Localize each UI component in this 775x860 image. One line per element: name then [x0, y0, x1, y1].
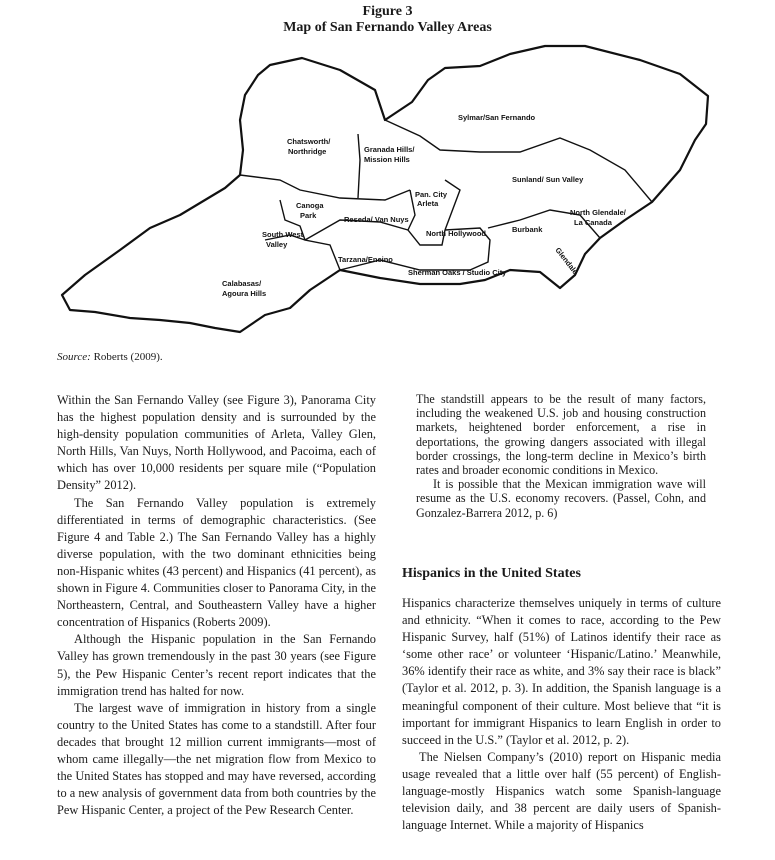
san-fernando-valley-map: [40, 40, 740, 360]
source-label: Source:: [57, 351, 91, 363]
label-granada-2: Mission Hills: [364, 155, 410, 164]
label-shermanoaks: Sherman Oaks / Studio City: [408, 268, 507, 277]
left-column: [57, 392, 376, 819]
paragraph: The San Fernando Valley population is extremely differentiated in terms of demographic characteristics. (See Figure 4 and Table 2.) The San Fernando Valley has a highly diverse population, with the two dominant ethnicities being non-Hispanic whites (43 percent) and Hispanics (41 percent), as shown in Figure 4. Communities closer to Panorama City, in the Northeastern, Central, and Southeastern Valley have a higher concentration of Hispanics (Roberts 2009).: [57, 495, 376, 630]
label-granada-1: Granada Hills/: [364, 145, 415, 154]
paragraph: Although the Hispanic population in the San Fernando Valley has grown tremendously in the past 30 years (see Figure 5), the Pew Hispanic Center’s recent report indicates that the immigration trend has halted for now.: [57, 632, 376, 698]
label-northhollywood: North Hollywood: [426, 229, 486, 238]
figure-source: [57, 351, 163, 363]
right-column: [402, 595, 721, 834]
label-glendale: Glendale: [553, 245, 581, 277]
label-calabasas-1: Calabasas/: [222, 279, 262, 288]
paragraph: Within the San Fernando Valley (see Figure 3), Panorama City has the highest population density and is surrounded by the high-density population communities of Arleta, Valley Glen, North Hills, Van Nuys, North Hollywood, and Pacoima, each of which has over 10,000 residents per square mile (“Population Density” 2012).: [57, 393, 376, 493]
label-sylmar: Sylmar/San Fernando: [458, 113, 536, 122]
block-quote: [416, 392, 706, 520]
label-northglendale-2: La Canada: [574, 218, 612, 227]
figure-label: Figure 3: [362, 4, 413, 19]
label-tarzana: Tarzana/Encino: [338, 255, 393, 264]
label-chatsworth-1: Chatsworth/: [287, 137, 331, 146]
label-southwest-1: South West: [262, 230, 304, 239]
label-reseda: Reseda/ Van Nuys: [344, 215, 409, 224]
quote-paragraph: The standstill appears to be the result of many factors, including the weakened U.S. job and housing construction markets, heightened border enforcement, a rise in deportations, the growing dangers associated with illegal border crossings, the long-term decline in Mexico’s birth rates and broader economic conditions in Mexico.: [416, 392, 706, 478]
paragraph: The Nielsen Company’s (2010) report on Hispanic media usage revealed that a little over half (55 percent) of English-language-mostly Hispanics watch some Spanish-language television daily, and 38 percent are daily users of Spanish-language Internet. While a majority of Hispanics: [402, 749, 721, 833]
valley-outline: [62, 46, 708, 332]
label-southwest-2: Valley: [266, 240, 288, 249]
paragraph: The largest wave of immigration in history from a single country to the United States has come to a standstill. After four decades that brought 12 million current immigrants—most of whom came illegally—the net migration flow from Mexico to the United States has stopped and may have reversed, according to a new analysis of government data from both countries by the Pew Hispanic Center, a project of the Pew Research Center.: [57, 700, 376, 818]
paragraph: Hispanics characterize themselves uniquely in terms of culture and ethnicity. “When it comes to race, according to the Pew Hispanic Survey, half (51%) of Latinos identify their race as ‘some other race’ or volunteer ‘Hispanic/Latino.’ Meanwhile, 36% identify their race as white, and 3% say their race is black” (Taylor et al. 2012, p. 3). In addition, the Spanish language is a meaningful component of their culture. Most believe that “it is important for immigrant Hispanics to learn English in order to succeed in the U.S.” (Taylor et al. 2012, p. 2).: [402, 596, 721, 747]
quote-paragraph: It is possible that the Mexican immigration wave will resume as the U.S. economy recovers. (Passel, Cohn, and Gonzalez-Barrera 2012, p. 6): [416, 477, 706, 520]
label-canoga-1: Canoga: [296, 201, 324, 210]
label-sunland: Sunland/ Sun Valley: [512, 175, 584, 184]
figure-title: Map of San Fernando Valley Areas: [283, 20, 492, 35]
label-northglendale-1: North Glendale/: [570, 208, 626, 217]
label-canoga-2: Park: [300, 211, 317, 220]
label-pancity-1: Pan. City: [415, 190, 448, 199]
label-chatsworth-2: Northridge: [288, 147, 327, 156]
label-pancity-2: Arleta: [417, 199, 439, 208]
source-text: Roberts (2009).: [93, 351, 163, 363]
label-burbank: Burbank: [512, 225, 543, 234]
section-heading: Hispanics in the United States: [402, 566, 581, 581]
label-calabasas-2: Agoura Hills: [222, 289, 267, 298]
